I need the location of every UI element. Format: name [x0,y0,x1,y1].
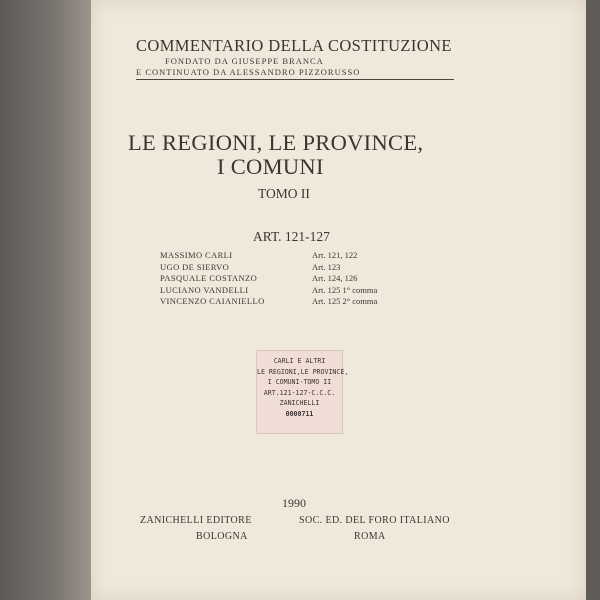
author-name: VINCENZO CAIANIELLO [160,296,265,306]
publisher-1: ZANICHELLI EDITORE [140,515,252,526]
volume-tomo: TOMO II [258,186,310,201]
author-row [160,296,440,308]
author-name: MASSIMO CARLI [160,250,233,260]
author-row [160,250,440,262]
author-articles: Art. 125 2° comma [312,296,378,306]
library-label-barcode: 0000711 [285,410,314,418]
series-continued-by: E CONTINUATO DA ALESSANDRO PIZZORUSSO [136,67,361,77]
author-name: LUCIANO VANDELLI [160,284,249,295]
author-row [160,273,440,285]
volume-title-line-2: I COMUNI [217,154,324,179]
volume-title-line-1: LE REGIONI, LE PROVINCE, [128,130,424,155]
author-articles: Art. 121, 122 [312,250,358,260]
library-label-line: ART.121-127-C.C.C. [263,389,336,397]
publisher-1-city: BOLOGNA [196,531,248,542]
author-name: UGO DE SIERVO [160,261,230,272]
author-articles: Art. 123 [312,261,341,272]
author-row [160,285,440,297]
series-founded-by: FONDATO DA GIUSEPPE BRANCA [165,56,324,66]
publisher-2: SOC. ED. DEL FORO ITALIANO [299,515,450,526]
library-label-line: ZANICHELLI [279,399,320,407]
series-title: COMMENTARIO DELLA COSTITUZIONE [136,36,452,55]
author-name: PASQUALE COSTANZO [160,273,258,283]
library-label-line: I COMUNI-TOMO II [267,378,332,386]
author-articles: Art. 124, 126 [312,273,358,283]
author-articles: Art. 125 1° comma [312,284,378,295]
page-edge [586,0,600,600]
library-label-line: CARLI E ALTRI [273,357,326,365]
author-row [160,262,440,274]
library-label-line: LE REGIONI,LE PROVINCE, [257,368,349,376]
header-rule [136,79,454,80]
library-label [256,350,349,434]
publisher-2-city: ROMA [354,531,386,542]
publication-year: 1990 [282,496,306,510]
volume-articles: ART. 121-127 [253,229,330,244]
author-list [160,250,440,308]
book-gutter [0,0,91,600]
